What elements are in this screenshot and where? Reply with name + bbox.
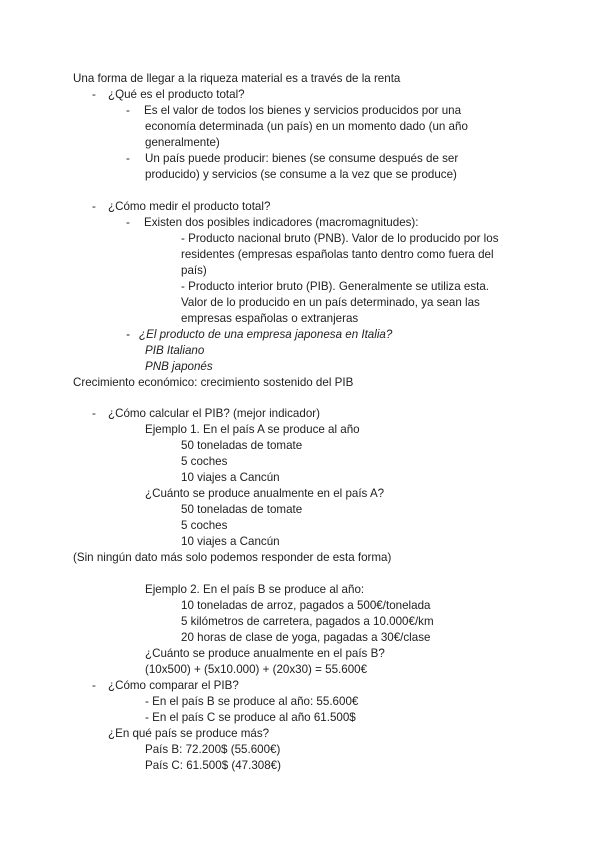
- bullet-dash: -: [92, 200, 96, 213]
- growth-definition: Crecimiento económico: crecimiento sostenido del PIB: [73, 376, 354, 389]
- definition-line: Es el valor de todos los bienes y servicios producidos por una: [144, 104, 462, 117]
- list-item: 20 horas de clase de yoga, pagadas a 30€/clase: [181, 631, 431, 644]
- note-text: (Sin ningún dato más solo podemos responder de esta forma): [73, 551, 392, 564]
- list-item: 10 toneladas de arroz, pagados a 500€/tonelada: [181, 599, 431, 612]
- pnb-line: país): [181, 264, 207, 277]
- list-item: 5 coches: [181, 519, 228, 532]
- list-item: 50 toneladas de tomate: [181, 503, 303, 516]
- example-1-question: ¿Cuánto se produce anualmente en el país A?: [145, 487, 385, 500]
- calculation-line: (10x500) + (5x10.000) + (20x30) = 55.600€: [145, 663, 368, 676]
- country-b-line: - En el país B se produce al año: 55.600€: [145, 695, 359, 708]
- bullet-dash: -: [126, 216, 130, 229]
- indicators-line: Existen dos posibles indicadores (macromagnitudes):: [144, 216, 419, 229]
- answer-line: PIB Italiano: [145, 344, 205, 357]
- list-item: 5 coches: [181, 455, 228, 468]
- definition-line: generalmente): [145, 136, 220, 149]
- production-line: producido) y servicios (se consume a la vez que se produce): [145, 168, 457, 181]
- bullet-dash: -: [126, 152, 130, 165]
- country-c-line: - En el país C se produce al año 61.500$: [145, 711, 356, 724]
- pib-line: Valor de lo producido en un país determinado, ya sean las: [181, 296, 480, 309]
- pib-line: - Producto interior bruto (PIB). Generalmente se utiliza esta.: [181, 280, 490, 293]
- intro-text: Una forma de llegar a la riqueza material es a través de la renta: [73, 72, 401, 85]
- country-c-result: País C: 61.500$ (47.308€): [145, 759, 281, 772]
- question-how-to-calculate: ¿Cómo calcular el PIB? (mejor indicador): [108, 407, 320, 420]
- list-item: 10 viajes a Cancún: [181, 471, 280, 484]
- bullet-dash: -: [92, 679, 96, 692]
- pib-line: empresas españolas o extranjeras: [181, 312, 359, 325]
- pnb-line: residentes (empresas españolas tanto dentro como fuera del: [181, 248, 494, 261]
- production-line: Un país puede producir: bienes (se consume después de ser: [145, 152, 459, 165]
- bullet-dash: -: [126, 104, 130, 117]
- list-item: 50 toneladas de tomate: [181, 439, 303, 452]
- country-b-result: País B: 72.200$ (55.600€): [145, 743, 281, 756]
- bullet-dash: -: [92, 88, 96, 101]
- pnb-line: - Producto nacional bruto (PNB). Valor de lo producido por los: [181, 232, 499, 245]
- question-which-country: ¿En qué país se produce más?: [108, 727, 270, 740]
- bullet-dash: -: [92, 407, 96, 420]
- example-2-heading: Ejemplo 2. En el país B se produce al año:: [145, 583, 365, 596]
- list-item: 10 viajes a Cancún: [181, 535, 280, 548]
- question-japanese-company: ¿El producto de una empresa japonesa en Italia?: [139, 328, 393, 341]
- question-what-is-total-product: ¿Qué es el producto total?: [108, 88, 245, 101]
- example-2-question: ¿Cuánto se produce anualmente en el país B?: [145, 647, 385, 660]
- bullet-dash: -: [126, 328, 130, 341]
- question-how-to-compare: ¿Cómo comparar el PIB?: [108, 679, 239, 692]
- example-1-heading: Ejemplo 1. En el país A se produce al año: [145, 423, 360, 436]
- definition-line: economía determinada (un país) en un momento dado (un año: [145, 120, 468, 133]
- answer-line: PNB japonés: [145, 360, 213, 373]
- question-how-to-measure: ¿Cómo medir el producto total?: [108, 200, 271, 213]
- list-item: 5 kilómetros de carretera, pagados a 10.000€/km: [181, 615, 434, 628]
